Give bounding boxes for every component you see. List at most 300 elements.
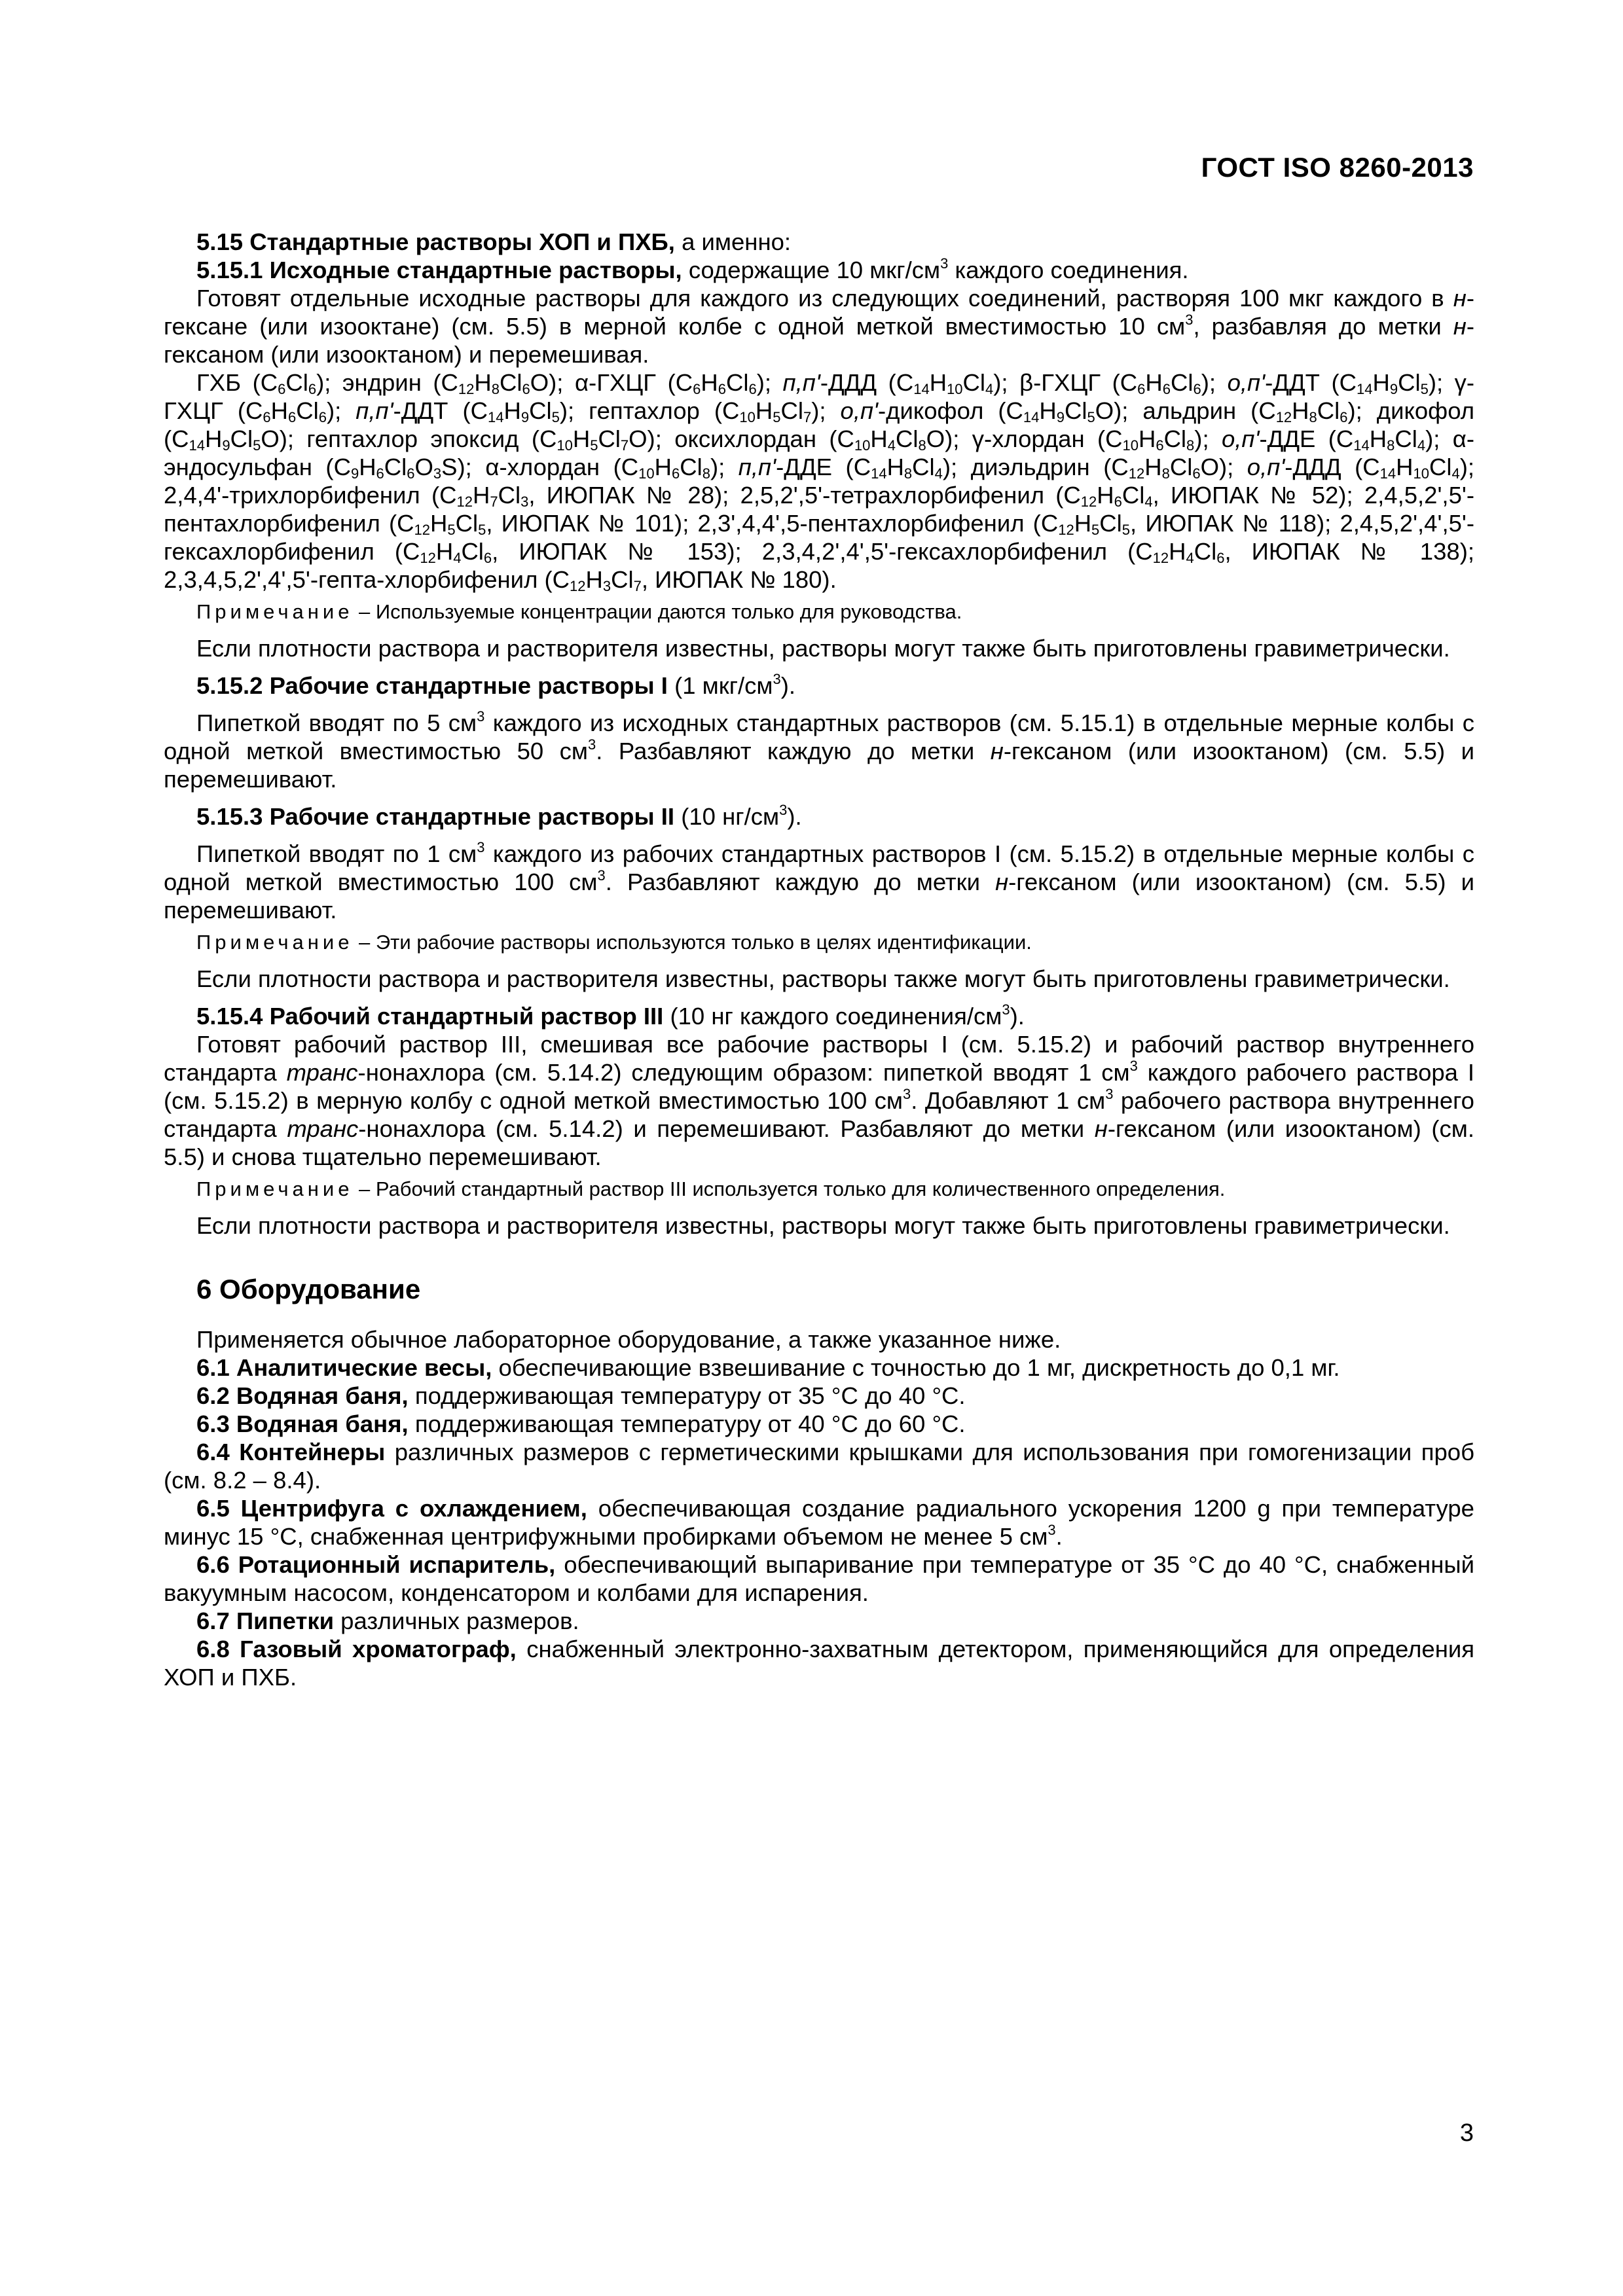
text: H xyxy=(205,425,223,452)
note-1 xyxy=(164,599,1474,625)
text: -гексаном (или изооктаном) (см. 5.5) и перемешивают. xyxy=(164,738,1474,793)
paragraph-gravimetric-3: Если плотности раствора и растворителя известны, растворы могут также быть приготовлены гравиметрически. xyxy=(196,1212,1450,1239)
subscript: 7 xyxy=(633,578,642,594)
subscript: 10 xyxy=(947,381,963,397)
clause-title: Рабочий стандартный раствор III xyxy=(269,1003,664,1030)
text: Готовят рабочий раствор III, смешивая все рабочие растворы I (см. 5.15.2) и рабочий раствор внутреннего стандарта xyxy=(164,1031,1474,1086)
text: H xyxy=(1169,538,1186,565)
subscript: 14 xyxy=(1023,409,1040,425)
text: каждого из исходных стандартных растворов (см. 5.15.1) в отдельные мерные колбы с одной меткой вместимостью 50 см xyxy=(164,709,1474,764)
text: ); xyxy=(811,397,841,424)
superscript: 3 xyxy=(903,1086,911,1102)
item-number: 6.2 xyxy=(196,1382,230,1409)
subscript: 12 xyxy=(1080,493,1097,510)
subscript: 6 xyxy=(483,550,492,566)
subscript: 10 xyxy=(739,409,756,425)
clause-5-15-3 xyxy=(164,802,1474,831)
item-text: различных размеров. xyxy=(334,1607,579,1634)
subscript: 5 xyxy=(590,437,598,454)
text: Cl xyxy=(611,566,634,593)
subscript: 12 xyxy=(1275,409,1292,425)
text: , ИЮПАК № 101); 2,3',4,4',5-пентахлорбифенил (С xyxy=(486,510,1059,537)
clause-title: Исходные стандартные растворы, xyxy=(269,257,682,283)
text: -ДДД (С xyxy=(820,369,914,396)
clause-title: Стандартные растворы ХОП и ПХБ, xyxy=(249,228,675,255)
item-text: обеспечивающий выпаривание при температуре от 35 °С до 40 °С, снабженный вакуумным насосом, конденсатором и колбами для испарения. xyxy=(164,1551,1474,1606)
clause-number: 5.15.2 xyxy=(196,672,263,699)
subscript: 14 xyxy=(871,465,887,482)
subscript: 6 xyxy=(1156,437,1164,454)
text: Cl xyxy=(529,397,552,424)
text: ГХБ (С xyxy=(196,369,278,396)
text: H xyxy=(270,397,289,424)
text: Cl xyxy=(230,425,253,452)
text: , ИЮПАК № 118); 2,4,5,2',4',5'-гексахлорбифенил (С xyxy=(164,510,1475,565)
italic-text: н xyxy=(1094,1115,1108,1142)
clause-text: ). xyxy=(1010,1003,1025,1030)
text: Cl xyxy=(1194,538,1217,565)
subscript: 6 xyxy=(376,465,384,482)
subscript: 6 xyxy=(1193,381,1201,397)
text: -гексаном (или изооктаном) (см. 5.5) и снова тщательно перемешивают. xyxy=(164,1115,1474,1170)
note-label: Примечание xyxy=(196,1177,354,1200)
text: H xyxy=(472,482,490,509)
italic-text: н xyxy=(1453,313,1467,340)
superscript: 3 xyxy=(779,802,788,818)
note-3 xyxy=(164,1176,1474,1202)
text: ); xyxy=(1201,369,1228,396)
text: каждого из рабочих стандартных растворов I (см. 5.15.2) в отдельные мерные колбы с одной меткой вместимостью 100 см xyxy=(164,840,1474,895)
superscript: 3 xyxy=(477,708,485,725)
paragraph-working-solution-3 xyxy=(164,1030,1474,1171)
italic-text: о,п' xyxy=(1247,454,1285,480)
subscript: 12 xyxy=(1058,522,1074,538)
superscript: 3 xyxy=(588,736,596,753)
clause-text: каждого соединения. xyxy=(948,257,1189,283)
subscript: 6 xyxy=(318,409,327,425)
subscript: 4 xyxy=(1451,465,1460,482)
equipment-item xyxy=(164,1494,1474,1551)
text: H xyxy=(1138,425,1156,452)
italic-text: п,п' xyxy=(738,454,776,480)
subscript: 14 xyxy=(488,409,504,425)
item-text: обеспечивающая создание радиального ускорения 1200 g при температуре минус 15 °С, снабженная центрифужными пробирками объемом не менее 5 см xyxy=(164,1495,1474,1550)
text: , ИЮПАК № 28); 2,5,2',5'-тетрахлорбифенил (С xyxy=(528,482,1081,509)
subscript: 8 xyxy=(1309,409,1317,425)
item-number: 6.4 xyxy=(196,1439,230,1465)
italic-text: н xyxy=(990,738,1004,764)
item-text: обеспечивающие взвешивание с точностью до 1 мг, дискретность до 0,1 мг. xyxy=(492,1354,1340,1381)
paragraph-gravimetric-2: Если плотности раствора и растворителя известны, растворы также могут быть приготовлены гравиметрически. xyxy=(196,965,1450,992)
subscript: 6 xyxy=(693,381,701,397)
subscript: 6 xyxy=(288,409,297,425)
subscript: 8 xyxy=(903,465,913,482)
subscript: 6 xyxy=(263,409,271,425)
subscript: 4 xyxy=(1144,493,1153,510)
text: Готовят отдельные исходные растворы для каждого из следующих соединений, растворяя 100 мкг каждого в xyxy=(196,285,1453,312)
text: -ДДТ (С xyxy=(393,397,488,424)
superscript: 3 xyxy=(597,867,606,884)
subscript: 6 xyxy=(308,381,317,397)
subscript: 5 xyxy=(1087,409,1095,425)
text: H xyxy=(755,397,773,424)
note-label: Примечание xyxy=(196,931,354,954)
text: -ДДД (С xyxy=(1285,454,1380,480)
text: H xyxy=(1039,397,1057,424)
text: ); xyxy=(326,397,356,424)
subscript: 9 xyxy=(1056,409,1065,425)
subscript: 7 xyxy=(803,409,812,425)
subscript: 7 xyxy=(490,493,498,510)
text: каждого рабочего раствора I (см. 5.15.2) в мерную колбу с одной меткой вместимостью 100 см xyxy=(164,1059,1474,1114)
subscript: 5 xyxy=(1091,522,1100,538)
paragraph-working-solutions-2 xyxy=(164,840,1474,924)
text: Cl xyxy=(1395,425,1417,452)
text: Cl xyxy=(285,369,308,396)
text: -гексаном (или изооктаном) (см. 5.5) и перемешивают. xyxy=(164,869,1474,924)
text: H xyxy=(435,538,454,565)
subscript: 8 xyxy=(918,437,926,454)
subscript: 4 xyxy=(453,550,462,566)
paragraph-working-solutions-1 xyxy=(164,709,1474,793)
text: Cl xyxy=(1064,397,1087,424)
text: ); xyxy=(1194,425,1222,452)
item-title: Пипетки xyxy=(236,1607,335,1634)
text: Cl xyxy=(461,538,484,565)
text: H xyxy=(654,454,672,480)
subscript: 12 xyxy=(570,578,586,594)
text: ); xyxy=(756,369,783,396)
subscript: 14 xyxy=(1379,465,1396,482)
text: O); гептахлор эпоксид (С xyxy=(261,425,557,452)
subscript: 3 xyxy=(602,578,611,594)
item-text: снабженный электронно-захватным детектором, применяющийся для определения ХОП и ПХБ. xyxy=(164,1636,1475,1691)
subscript: 4 xyxy=(1186,550,1194,566)
italic-text: п,п' xyxy=(782,369,820,396)
text: Cl xyxy=(1317,397,1340,424)
clause-text: содержащие 10 мкг/см xyxy=(682,257,941,283)
text: H xyxy=(359,454,376,480)
text: H xyxy=(1396,454,1413,480)
subscript: 7 xyxy=(620,437,629,454)
text: H xyxy=(1292,397,1309,424)
item-title: Аналитические весы, xyxy=(236,1354,492,1381)
text: -нонахлора (см. 5.14.2) следующим образом: пипеткой вводят 1 см xyxy=(357,1059,1130,1086)
item-title: Центрифуга с охлаждением, xyxy=(240,1495,587,1522)
subscript: 10 xyxy=(638,465,655,482)
subscript: 12 xyxy=(1128,465,1145,482)
text: H xyxy=(585,566,603,593)
subscript: 6 xyxy=(522,381,530,397)
text: ); γ-ГХЦГ (С xyxy=(164,369,1475,424)
text: O); γ-хлордан (С xyxy=(926,425,1123,452)
subscript: 4 xyxy=(985,381,994,397)
subscript: 4 xyxy=(934,465,943,482)
text: -ДДТ (С xyxy=(1265,369,1357,396)
note-text: – Используемые концентрации даются только для руководства. xyxy=(353,600,962,623)
item-number: 6.1 xyxy=(196,1354,230,1381)
text: H xyxy=(886,454,904,480)
text: -гексане (или изооктане) (см. 5.5) в мерной колбе с одной меткой вместимостью 10 см xyxy=(164,285,1474,340)
subscript: 10 xyxy=(1413,465,1429,482)
text: H xyxy=(430,510,448,537)
text: ); эндрин (С xyxy=(316,369,458,396)
text: -гексаном (или изооктаном) и перемешивая. xyxy=(164,313,1474,368)
text: Cl xyxy=(1163,425,1187,452)
subscript: 6 xyxy=(1340,409,1348,425)
italic-text: транс xyxy=(287,1115,359,1142)
text: Cl xyxy=(912,454,935,480)
text: O xyxy=(414,454,433,480)
text: H xyxy=(572,425,591,452)
clause-number: 5.15.3 xyxy=(196,803,263,830)
text: ); дикофол (С xyxy=(164,397,1474,452)
text: ); диэльдрин (С xyxy=(942,454,1129,480)
clause-number: 5.15.4 xyxy=(196,1003,263,1030)
subscript: 8 xyxy=(1161,465,1170,482)
subscript: 10 xyxy=(556,437,573,454)
italic-text: о,п' xyxy=(840,397,879,424)
subscript: 6 xyxy=(1114,493,1122,510)
text: , разбавляя до метки xyxy=(1193,313,1453,340)
subscript: 14 xyxy=(189,437,205,454)
text: -дикофол (С xyxy=(878,397,1023,424)
italic-text: о,п' xyxy=(1221,425,1260,452)
subscript: 8 xyxy=(1387,437,1395,454)
text: Cl xyxy=(384,454,407,480)
paragraph-stock-solutions xyxy=(164,284,1474,368)
item-text: . xyxy=(1055,1523,1063,1550)
subscript: 9 xyxy=(520,409,530,425)
text: , ИЮПАК № 52); 2,4,5,2',5'-пентахлорбифенил (С xyxy=(164,482,1474,537)
text: H xyxy=(1372,369,1390,396)
text: S); α-хлордан (С xyxy=(441,454,639,480)
subscript: 6 xyxy=(748,381,757,397)
superscript: 3 xyxy=(1048,1522,1056,1538)
text: Пипеткой вводят по 1 см xyxy=(196,840,477,867)
subscript: 14 xyxy=(1357,381,1373,397)
subscript: 9 xyxy=(222,437,230,454)
text: . Разбавляют каждую до метки xyxy=(596,738,991,764)
subscript: 6 xyxy=(1162,381,1171,397)
superscript: 3 xyxy=(477,839,485,855)
text: Cl xyxy=(962,369,985,396)
item-number: 6.7 xyxy=(196,1607,230,1634)
clause-text: (10 нг каждого соединения/см xyxy=(663,1003,1002,1030)
note-text: – Эти рабочие растворы используются только в целях идентификации. xyxy=(353,931,1032,954)
paragraph-gravimetric-1: Если плотности раствора и растворителя известны, растворы могут также быть приготовлены гравиметрически. xyxy=(196,635,1450,662)
clause-text: ). xyxy=(787,803,802,830)
clause-text: (10 нг/см xyxy=(674,803,780,830)
text: O); оксихлордан (С xyxy=(629,425,854,452)
section-6-intro: Применяется обычное лабораторное оборудование, а также указанное ниже. xyxy=(196,1326,1061,1353)
paragraph-compound-list xyxy=(164,368,1474,594)
italic-text: транс xyxy=(286,1059,358,1086)
text: -нонахлора (см. 5.14.2) и перемешивают. Разбавляют до метки xyxy=(358,1115,1095,1142)
equipment-item xyxy=(164,1382,1474,1410)
clause-text: ). xyxy=(780,672,796,699)
note-label: Примечание xyxy=(196,600,354,623)
item-number: 6.6 xyxy=(196,1551,230,1578)
equipment-item xyxy=(164,1354,1474,1382)
subscript: 5 xyxy=(773,409,781,425)
text: Cl xyxy=(680,454,702,480)
italic-text: н xyxy=(995,869,1009,895)
item-title: Водяная баня, xyxy=(236,1410,409,1437)
section-6-title: 6 Оборудование xyxy=(196,1274,421,1304)
subscript: 4 xyxy=(1417,437,1426,454)
text: Пипеткой вводят по 5 см xyxy=(196,709,477,736)
subscript: 14 xyxy=(913,381,930,397)
text: Cl xyxy=(455,510,479,537)
text: Cl xyxy=(1429,454,1452,480)
subscript: 6 xyxy=(1216,550,1225,566)
text: ); гептахлор (С xyxy=(559,397,740,424)
subscript: 6 xyxy=(1137,381,1146,397)
text: . Разбавляют каждую до метки xyxy=(605,869,996,895)
text: . Добавляют 1 см xyxy=(911,1087,1106,1114)
item-text: поддерживающая температуру от 35 °С до 40 °С. xyxy=(408,1382,966,1409)
subscript: 12 xyxy=(1152,550,1169,566)
text: Cl xyxy=(1122,482,1145,509)
text: Cl xyxy=(598,425,621,452)
text: рабочего раствора внутреннего стандарта xyxy=(164,1087,1474,1142)
text: H xyxy=(929,369,947,396)
equipment-item xyxy=(164,1551,1474,1607)
subscript: 3 xyxy=(433,465,442,482)
text: -ДДЕ (С xyxy=(776,454,871,480)
clause-5-15 xyxy=(164,228,1474,256)
subscript: 8 xyxy=(702,465,710,482)
subscript: 6 xyxy=(671,465,680,482)
text: O); xyxy=(1200,454,1247,480)
text: Cl xyxy=(780,397,803,424)
item-text: поддерживающая температуру от 40 °С до 60 °С. xyxy=(408,1410,966,1437)
superscript: 3 xyxy=(1185,312,1194,328)
text: H xyxy=(1145,369,1163,396)
text: H xyxy=(701,369,718,396)
subscript: 5 xyxy=(447,522,456,538)
text: H xyxy=(870,425,888,452)
text: Cl xyxy=(725,369,749,396)
note-text: – Рабочий стандартный раствор III используется только для количественного определения. xyxy=(353,1177,1226,1200)
subscript: 5 xyxy=(1420,381,1429,397)
item-title: Газовый хроматограф, xyxy=(240,1636,517,1662)
italic-text: п,п' xyxy=(356,397,393,424)
subscript: 12 xyxy=(420,550,436,566)
item-title: Водяная баня, xyxy=(236,1382,409,1409)
text: H xyxy=(474,369,492,396)
italic-text: о,п' xyxy=(1227,369,1266,396)
subscript: 6 xyxy=(718,381,726,397)
superscript: 3 xyxy=(1002,1001,1010,1018)
equipment-item xyxy=(164,1607,1474,1635)
text: H xyxy=(1144,454,1162,480)
subscript: 3 xyxy=(520,493,529,510)
subscript: 4 xyxy=(887,437,896,454)
subscript: 8 xyxy=(491,381,500,397)
clause-text: а именно: xyxy=(674,228,792,255)
equipment-list xyxy=(164,1354,1474,1691)
clause-title: Рабочие стандартные растворы I xyxy=(269,672,668,699)
clause-5-15-2 xyxy=(164,672,1474,700)
item-title: Контейнеры xyxy=(239,1439,386,1465)
subscript: 10 xyxy=(854,437,871,454)
text: Cl xyxy=(1169,454,1193,480)
subscript: 10 xyxy=(1122,437,1139,454)
text: H xyxy=(1369,425,1387,452)
subscript: 5 xyxy=(1122,522,1131,538)
item-number: 6.5 xyxy=(196,1495,230,1522)
text: , ИЮПАК № 138); 2,3,4,5,2',4',5'-гепта-хлорбифенил (С xyxy=(164,538,1475,593)
text: H xyxy=(1097,482,1114,509)
text: O); α-ГХЦГ (С xyxy=(530,369,693,396)
clause-5-15-1 xyxy=(164,256,1474,284)
subscript: 6 xyxy=(1192,465,1201,482)
subscript: 12 xyxy=(458,381,475,397)
text: H xyxy=(503,397,521,424)
text: H xyxy=(1074,510,1092,537)
equipment-item xyxy=(164,1635,1474,1691)
subscript: 9 xyxy=(350,465,359,482)
subscript: 14 xyxy=(1353,437,1370,454)
superscript: 3 xyxy=(773,671,781,687)
superscript: 3 xyxy=(1129,1058,1138,1074)
document-body xyxy=(164,228,1474,1691)
item-text: различных размеров с герметическими крышками для использования при гомогенизации проб (см. 8.2 – 8.4). xyxy=(164,1439,1474,1494)
subscript: 6 xyxy=(407,465,415,482)
item-number: 6.8 xyxy=(196,1636,230,1662)
text: Cl xyxy=(498,482,521,509)
subscript: 12 xyxy=(456,493,473,510)
page-number: 3 xyxy=(1459,2119,1474,2147)
subscript: 6 xyxy=(278,381,286,397)
text: ); α-эндосульфан (С xyxy=(164,425,1474,480)
text: Cl xyxy=(1171,369,1194,396)
clause-text: (1 мкг/см xyxy=(667,672,773,699)
text: , ИЮПАК № 153); 2,3,4,2',4',5'-гексахлорбифенил (С xyxy=(492,538,1153,565)
text: Cl xyxy=(500,369,522,396)
text: Cl xyxy=(1099,510,1122,537)
equipment-item xyxy=(164,1410,1474,1438)
item-title: Ротационный испаритель, xyxy=(238,1551,556,1578)
text: ); β-ГХЦГ (С xyxy=(993,369,1138,396)
document-id: ГОСТ ISO 8260-2013 xyxy=(1201,152,1474,183)
superscript: 3 xyxy=(940,255,949,272)
subscript: 5 xyxy=(551,409,560,425)
subscript: 5 xyxy=(253,437,261,454)
italic-text: н xyxy=(1453,285,1467,312)
subscript: 12 xyxy=(414,522,431,538)
text: ); 2,4,4'-трихлорбифенил (С xyxy=(164,454,1475,509)
subscript: 8 xyxy=(1186,437,1195,454)
subscript: 5 xyxy=(478,522,486,538)
text: Cl xyxy=(296,397,319,424)
text: -ДДЕ (С xyxy=(1259,425,1354,452)
subscript: 9 xyxy=(1389,381,1398,397)
clause-number: 5.15.1 xyxy=(196,257,263,283)
superscript: 3 xyxy=(1105,1086,1114,1102)
text: ); xyxy=(710,454,739,480)
text: , ИЮПАК № 180). xyxy=(641,566,837,593)
item-number: 6.3 xyxy=(196,1410,230,1437)
text: Cl xyxy=(1398,369,1421,396)
note-2 xyxy=(164,929,1474,956)
clause-title: Рабочие стандартные растворы II xyxy=(269,803,675,830)
clause-5-15-4 xyxy=(164,1002,1474,1030)
clause-number: 5.15 xyxy=(196,228,244,255)
text: O); альдрин (С xyxy=(1095,397,1276,424)
